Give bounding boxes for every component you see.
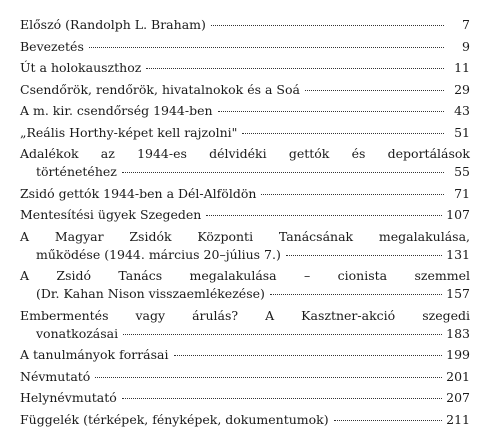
toc-entry: [20, 185, 470, 203]
toc-page-number: 11: [454, 60, 470, 75]
toc-page-number: 201: [446, 368, 470, 384]
toc-entry: [20, 368, 470, 386]
toc-page-number: 51: [454, 124, 470, 140]
toc-page-number: 43: [454, 103, 470, 118]
toc-entry: [20, 206, 470, 224]
toc-page-number: 71: [454, 185, 470, 201]
toc-page-number: 55: [454, 164, 470, 179]
toc-page-number: 9: [462, 38, 470, 54]
toc-entry: [20, 228, 470, 264]
leader-dots: [334, 420, 443, 421]
toc-entry-title-line-2: történetéhez: [36, 164, 117, 179]
toc-entry: [20, 346, 470, 364]
leader-dots: [123, 334, 442, 335]
toc-entry-title-line-1: Adalékok az 1944-es délvidéki gettók és deportálások: [20, 146, 470, 161]
leader-dots: [95, 377, 442, 378]
toc-entry-title-line-2: vonatkozásai: [36, 325, 119, 341]
leader-dots: [89, 47, 444, 48]
toc-entry-title: Bevezetés: [20, 38, 84, 54]
toc-page-number: 131: [446, 246, 470, 262]
toc-page-number: 211: [446, 411, 470, 427]
table-of-contents: [20, 16, 470, 432]
leader-dots: [270, 294, 442, 295]
toc-entry: [20, 145, 470, 181]
toc-entry-title-line-1: A Zsidó Tanács megalakulása – cionista szemmel: [20, 268, 470, 283]
leader-dots: [286, 255, 442, 256]
toc-page-number: 107: [446, 207, 470, 222]
toc-entry: [20, 124, 470, 142]
toc-entry-title: Csendőrök, rendőrök, hivatalnokok és a Soá: [20, 81, 300, 97]
toc-entry: [20, 81, 470, 99]
leader-dots: [122, 398, 442, 399]
toc-entry: [20, 38, 470, 56]
leader-dots: [122, 172, 444, 173]
toc-entry-title: Út a holokauszthoz: [20, 60, 142, 75]
toc-entry-title-line-2: (Dr. Kahan Nison visszaemlékezése): [36, 286, 265, 301]
leader-dots: [218, 111, 444, 112]
toc-entry-title: „Reális Horthy-képet kell rajzolni": [20, 124, 238, 140]
toc-entry: [20, 16, 470, 34]
toc-entry-title: Névmutató: [20, 368, 91, 384]
leader-dots: [146, 68, 444, 69]
toc-page-number: 183: [446, 325, 470, 341]
leader-dots: [174, 355, 443, 356]
toc-entry-title: Helynévmutató: [20, 390, 117, 405]
toc-entry: [20, 307, 470, 343]
toc-page-number: 7: [462, 17, 470, 32]
toc-page-number: 29: [454, 81, 470, 97]
leader-dots: [305, 90, 444, 91]
toc-entry-title-line-1: Embermentés vagy árulás? A Kasztner-akció szegedi: [20, 307, 470, 323]
toc-entry-title: Függelék (térképek, fényképek, dokumentumok): [20, 411, 329, 427]
toc-page-number: 207: [446, 390, 470, 405]
toc-entry-title: Előszó (Randolph L. Braham): [20, 17, 206, 32]
toc-entry-title: Mentesítési ügyek Szegeden: [20, 207, 202, 222]
leader-dots: [206, 215, 442, 216]
toc-page-number: 199: [446, 347, 470, 362]
toc-entry-title: A tanulmányok forrásai: [20, 347, 169, 362]
toc-entry-title-line-2: működése (1944. március 20–július 7.): [36, 246, 281, 262]
leader-dots: [242, 133, 444, 134]
leader-dots: [211, 25, 444, 26]
toc-entry: [20, 389, 470, 407]
toc-entry: [20, 102, 470, 120]
toc-entry-title: Zsidó gettók 1944-ben a Dél-Alföldön: [20, 185, 257, 201]
toc-page-number: 157: [446, 286, 470, 301]
toc-entry: [20, 411, 470, 429]
leader-dots: [261, 194, 444, 195]
toc-entry-title: A m. kir. csendőrség 1944-ben: [20, 103, 213, 118]
toc-entry-title-line-1: A Magyar Zsidók Központi Tanácsának megalakulása,: [20, 228, 470, 244]
toc-entry: [20, 59, 470, 77]
toc-entry: [20, 267, 470, 303]
